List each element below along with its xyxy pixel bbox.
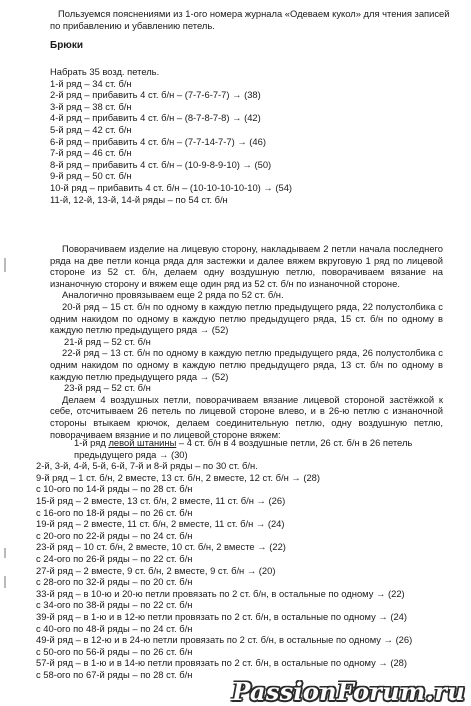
pattern-row: Набрать 35 возд. петель. (50, 66, 160, 77)
section-heading: Брюки (50, 40, 83, 51)
pattern-row: 4-й ряд – прибавить 4 ст. б/н – (8-7-8-7-8) → (42) (50, 112, 261, 124)
pattern-row: 7-й ряд – 46 ст. б/н (50, 147, 132, 159)
margin-mark (4, 548, 6, 558)
pattern-row: с 50-ого по 56-й ряды – по 26 ст. б/н (36, 645, 193, 657)
paragraph: Аналогично провязываем еще 2 ряда по 52 ст. б/н. (62, 289, 284, 301)
pattern-row: 23-й ряд – 52 ст. б/н (64, 382, 151, 394)
pattern-row: 39-й ряд – в 1-ю и в 12-ю петли провязать по 2 ст. б/н, в остальные по одному → (24) (36, 610, 408, 622)
pattern-row: 27-й ряд – 2 вместе, 9 ст. б/н, 2 вместе, 9 ст. б/н → (20) (36, 564, 276, 576)
rows-bottom-list (36, 437, 446, 680)
pattern-row: 9-й ряд – 50 ст. б/н (50, 170, 132, 182)
pattern-row: 5-й ряд – 42 ст. б/н (50, 123, 132, 135)
row-prefix: 1-й ряд (74, 437, 109, 448)
pattern-row: 23-й ряд – 10 ст. б/н, 2 вместе, 10 ст. б/н, 2 вместе → (22) (36, 541, 286, 553)
pattern-row: 9-й ряд – 1 ст. б/н, 2 вместе, 13 ст. б/н, 2 вместе, 12 ст. б/н → (28) (36, 471, 321, 483)
pattern-row: 57-й ряд – в 1-ю и в 14-ю петли провязать по 2 ст. б/н, в остальные по одному → (28) (36, 657, 408, 669)
paragraph: 22-й ряд – 13 ст. б/н по одному в каждую петлю предыдущего ряда, 26 полустолбика с одним накидом по одному в каждую петлю предыдущего ряда, 13 ст. б/н по одному в каждую петлю предыдущего ряда → (52) (50, 347, 443, 382)
pattern-row: с 24-ого по 26-й ряды – по 22 ст. б/н (36, 552, 193, 564)
paragraph: 20-й ряд – 15 ст. б/н по одному в каждую петлю предыдущего ряда, 22 полустолбика с одним накидом по одному в каждую петлю предыдущего ряда, 15 ст. б/н по одному в каждую петлю предыдущего ряда → (52) (50, 300, 443, 336)
pattern-row: 21-й ряд – 52 ст. б/н (64, 335, 151, 347)
site-watermark: PassionForum.ru (232, 677, 465, 706)
pattern-row: с 40-ого по 48-й ряды – по 24 ст. б/н (36, 622, 193, 634)
margin-mark (4, 258, 6, 272)
pattern-row: 3-й ряд – 38 ст. б/н (50, 100, 132, 112)
row-suffix: – 4 ст. б/н в 4 воздушные петли, 26 ст. б/н в 26 петель предыдущего ряда → (30) (74, 437, 413, 460)
pattern-row: 1-й ряд – 34 ст. б/н (50, 77, 132, 89)
underlined-term: левой штанины (108, 437, 177, 448)
pattern-row: с 28-ого по 32-й ряды – по 20 ст. б/н (36, 576, 193, 588)
margin-mark (4, 576, 6, 588)
pattern-row: 6-й ряд – прибавить 4 ст. б/н – (7-7-14-7-7) → (46) (50, 135, 266, 147)
pattern-row: с 34-ого по 38-й ряды – по 22 ст. б/н (36, 599, 193, 611)
pattern-row: с 10-ого по 14-й ряды – по 28 ст. б/н (36, 483, 193, 495)
paragraph: Делаем 4 воздушных петли, поворачиваем вязание лицевой стороной застёжкой к себе, отсчитываем 26 петель по лицевой стороне влево, и в 26-ю петлю с изнаночной стороны втыкаем крючок, делаем соединительную петлю, одну воздушную петлю, поворачиваем вязание и по лицевой стороне вяжем: (50, 393, 443, 440)
rows-top-list (50, 66, 440, 205)
pattern-row: 49-й ряд – в 12-ю и в 24-ю петли провязать по 2 ст. б/н, в остальные по одному → (26) (36, 634, 413, 646)
pattern-row: 2-й, 3-й, 4-й, 5-й, 6-й, 7-й и 8-й ряды – по 30 ст. б/н. (36, 460, 258, 472)
pattern-row: с 16-ого по 18-й ряды – по 26 ст. б/н (36, 506, 193, 518)
pattern-row: 15-й ряд – 2 вместе, 13 ст. б/н, 2 вместе, 11 ст. б/н → (26) (36, 494, 286, 506)
pattern-row: 8-й ряд – прибавить 4 ст. б/н – (10-9-8-9-10) → (50) (50, 158, 272, 170)
pattern-row: 33-й ряд – в 10-ю и 20-ю петли провязать по 2 ст. б/н, в остальные по одному → (22) (36, 587, 405, 599)
pattern-row: 10-й ряд – прибавить 4 ст. б/н – (10-10-10-10-10) → (54) (50, 181, 293, 193)
pattern-row: с 20-ого по 22-й ряды – по 24 ст. б/н (36, 529, 193, 541)
pattern-row: 19-й ряд – 2 вместе, 11 ст. б/н, 2 вместе, 11 ст. б/н → (24) (36, 518, 285, 530)
pattern-row: 11-й, 12-й, 13-й, 14-й ряды – по 54 ст. б/н (50, 193, 228, 205)
pattern-row: с 58-ого по 67-й ряды – по 28 ст. б/н (36, 668, 193, 680)
pattern-row: 2-й ряд – прибавить 4 ст. б/н – (7-7-6-7-7) → (38) (50, 89, 261, 101)
intro-paragraph: Пользуемся пояснениями из 1-ого номера журнала «Одеваем кукол» для чтения записей по прибавлению и убавлению петель. (50, 8, 450, 31)
instructions-block (50, 243, 443, 440)
paragraph: Поворачиваем изделие на лицевую сторону, накладываем 2 петли начала последнего ряда на две петли конца ряда для застежки и далее вяжем вкруговую 1 ряд по лицевой стороне из 52 ст. б/н, делаем одну воздушную петлю, поворачиваем вязание на изнаночную сторону и вяжем еще один ряд из 52 ст. б/н по изнаночной стороне. (50, 243, 443, 289)
left-leg-first-row (36, 437, 446, 460)
